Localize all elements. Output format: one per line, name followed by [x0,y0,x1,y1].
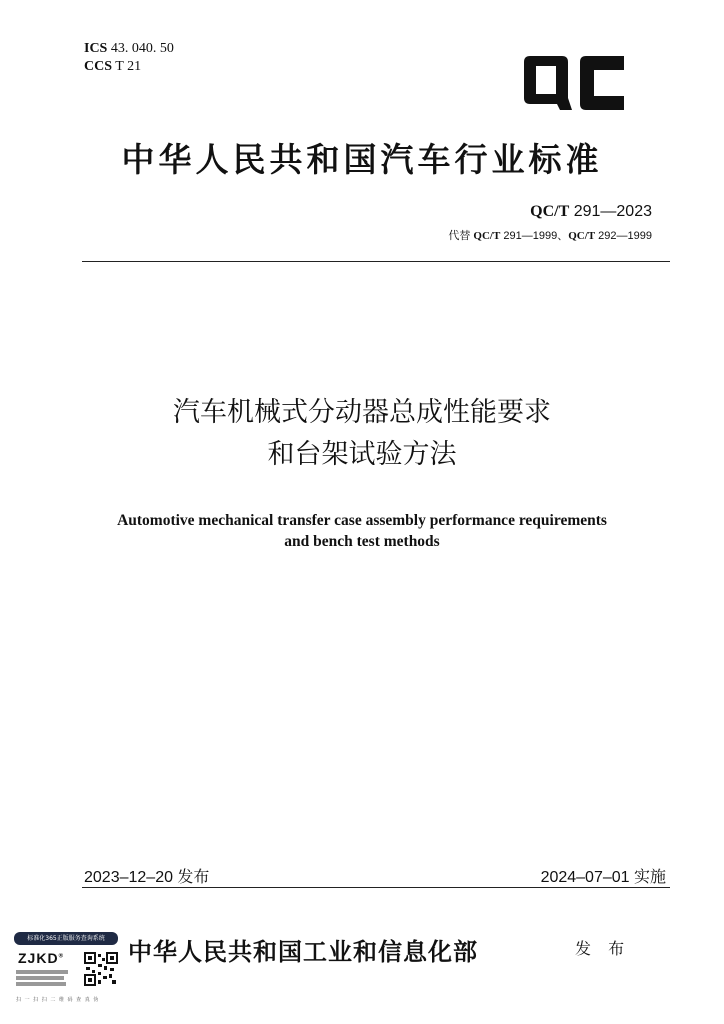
title-en-line-1: Automotive mechanical transfer case assembly performance requirements [117,512,607,529]
stamp-fine-print [16,968,76,988]
title-cn-line-2: 和台架试验方法 [267,439,457,470]
document-title-cn [0,392,724,476]
title-en-line-2: and bench test methods [284,533,440,550]
qc-logo [520,56,628,110]
ics-code: ICS 43. 040. 50 [84,41,174,56]
verification-stamp [10,930,122,1016]
publish-label: 发 布 [575,939,631,958]
standard-number: QC/T 291—2023 [530,203,652,220]
qr-code-icon [84,952,118,986]
document-title-en [0,510,724,552]
stamp-brand: ZJKD® [18,950,64,966]
stamp-banner: 标准化365正版服务查询系统 [14,932,118,945]
implementation-date: 2024–07–01 实施 [540,869,666,886]
org-title: 中华人民共和国汽车行业标准 [121,140,603,179]
bottom-divider [82,887,670,888]
title-cn-line-1: 汽车机械式分动器总成性能要求 [173,397,551,428]
top-divider [82,261,670,262]
replaces-standards: 代替 QC/T 291—1999、QC/T 292—1999 [448,230,652,242]
ccs-code: CCS T 21 [84,59,142,74]
issuing-authority: 中华人民共和国工业和信息化部 [128,937,478,966]
stamp-footer: 扫 一 扫 扫 二 维 码 查 真 伪 [16,997,100,1003]
issue-date: 2023–12–20 发布 [84,869,210,886]
classification-codes [84,40,174,76]
